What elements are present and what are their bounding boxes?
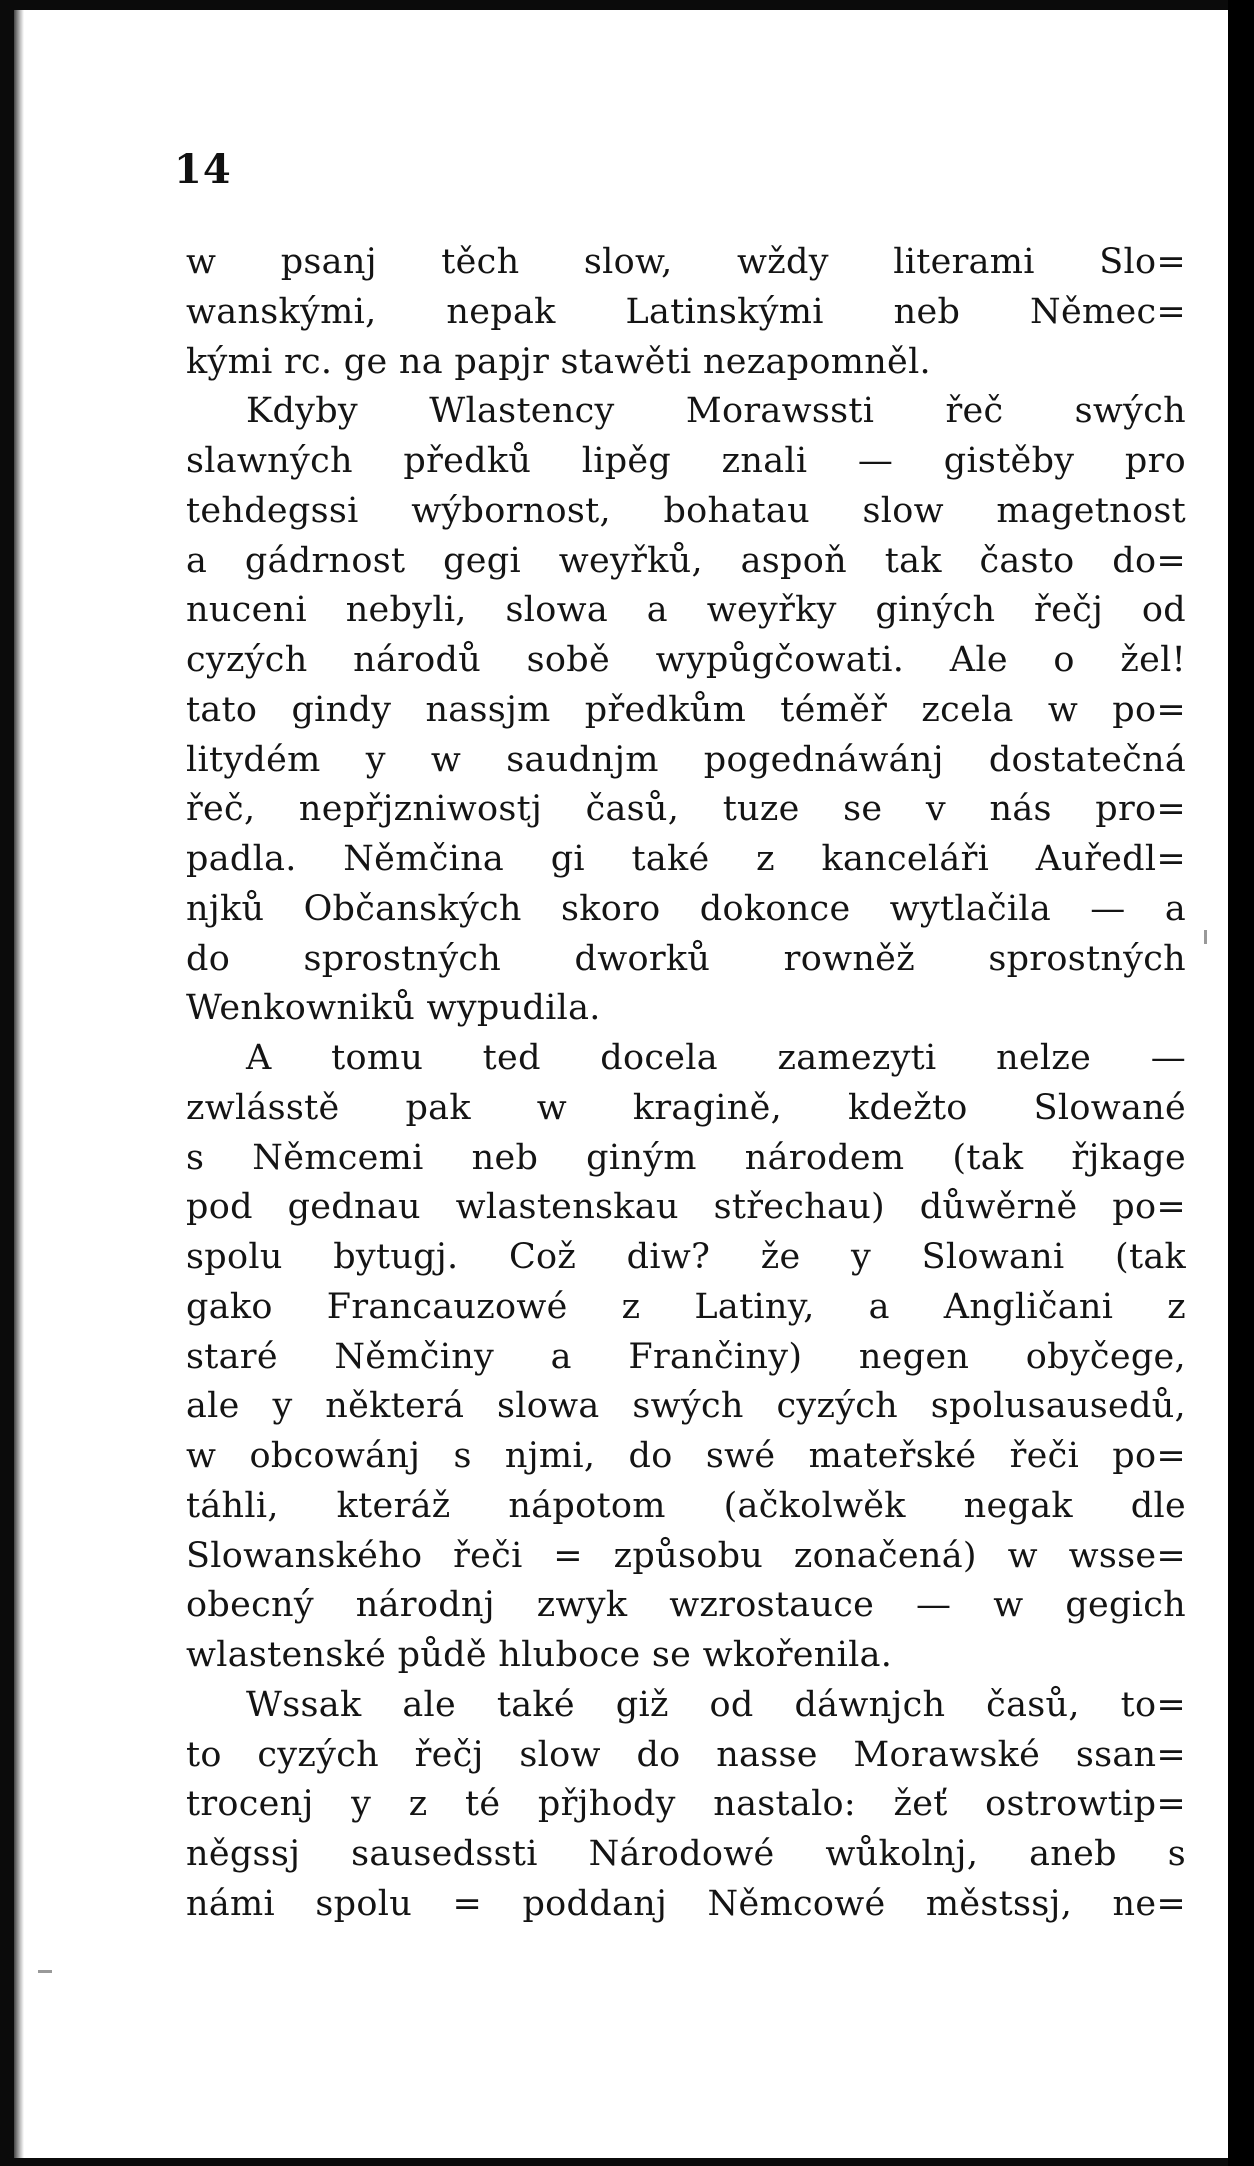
text-line: tato gindy nassjm předkům téměř zcela w po= [186, 689, 1186, 730]
text-line: wlastenské půdě hluboce se wkořenila. [186, 1635, 893, 1675]
text-line: pod gednau wlastenskau střechau) důwěrně po= [186, 1187, 1186, 1228]
text-line: cyzých národů sobě wypůgčowati. Ale o žel! [186, 640, 1186, 680]
text-line: ale y některá slowa swých cyzých spolusausedů, [186, 1386, 1186, 1427]
text-line: gako Francauzowé z Latiny, a Angličani z [186, 1286, 1186, 1327]
text-line: Wssak ale také giž od dáwnjch časů, to= [246, 1684, 1186, 1725]
text-line: slawných předků lipěg znali — gistěby pro [186, 441, 1186, 481]
text-line: do sprostných dworků rowněž sprostných [186, 938, 1186, 979]
text-line: w psanj těch slow, wždy literami Slo= [186, 242, 1186, 282]
text-line: táhli, kteráž nápotom (ačkolwěk negak dle [186, 1485, 1186, 1526]
scan-border [1228, 0, 1254, 2166]
page-number: 14 [174, 146, 232, 193]
body-text [186, 238, 1186, 1930]
text-line: tehdegssi wýbornost, bohatau slow magetnost [186, 490, 1186, 531]
text-line: Slowanského řeči = způsobu zonačená) w wsse= [186, 1535, 1186, 1576]
text-line: námi spolu = poddanj Němcowé městssj, ne= [186, 1883, 1186, 1924]
page-gutter-shadow [14, 10, 24, 2158]
text-line: nuceni nebyli, slowa a weyřky giných řečj od [186, 590, 1186, 631]
text-line: a gádrnost gegi weyřků, aspoň tak často do= [186, 540, 1186, 581]
text-line: to cyzých řečj slow do nasse Morawské ssan= [186, 1734, 1186, 1775]
text-line: A tomu ted docela zamezyti nelze — [246, 1038, 1186, 1078]
text-line: wanskými, nepak Latinskými neb Němec= [186, 291, 1186, 332]
text-line: staré Němčiny a Frančiny) negen obyčege, [186, 1336, 1186, 1377]
text-line: s Němcemi neb giným národem (tak řjkage [186, 1137, 1186, 1178]
text-line: kými rc. ge na papjr stawěti nezapomněl. [186, 341, 931, 382]
text-line: trocenj y z té přjhody nastalo: žeť ostrowtip= [186, 1784, 1186, 1825]
text-line: litydém y w saudnjm pogednáwánj dostatečná [186, 739, 1186, 780]
text-line: njků Občanských skoro dokonce wytlačila — a [186, 888, 1186, 929]
scan-mark [1204, 930, 1207, 944]
text-line: zwlásstě pak w kragině, kdežto Slowané [186, 1087, 1186, 1128]
text-line: něgssj sausedssti Národowé wůkolnj, aneb s [186, 1834, 1186, 1874]
text-line: obecný národnj zwyk wzrostauce — w gegich [186, 1585, 1186, 1626]
text-line: padla. Němčina gi také z kanceláři Auředl= [186, 839, 1186, 879]
text-line: řeč, nepřjzniwostj časů, tuze se v nás pro= [186, 789, 1186, 830]
text-line: w obcowánj s njmi, do swé mateřské řeči po= [186, 1436, 1186, 1476]
scan-mark [38, 1970, 52, 1973]
book-page [14, 10, 1228, 2158]
text-line: Kdyby Wlastency Morawssti řeč swých [246, 391, 1186, 432]
text-line: spolu bytugj. Což diw? že y Slowani (tak [186, 1237, 1186, 1277]
text-line: Wenkowniků wypudila. [186, 988, 601, 1029]
